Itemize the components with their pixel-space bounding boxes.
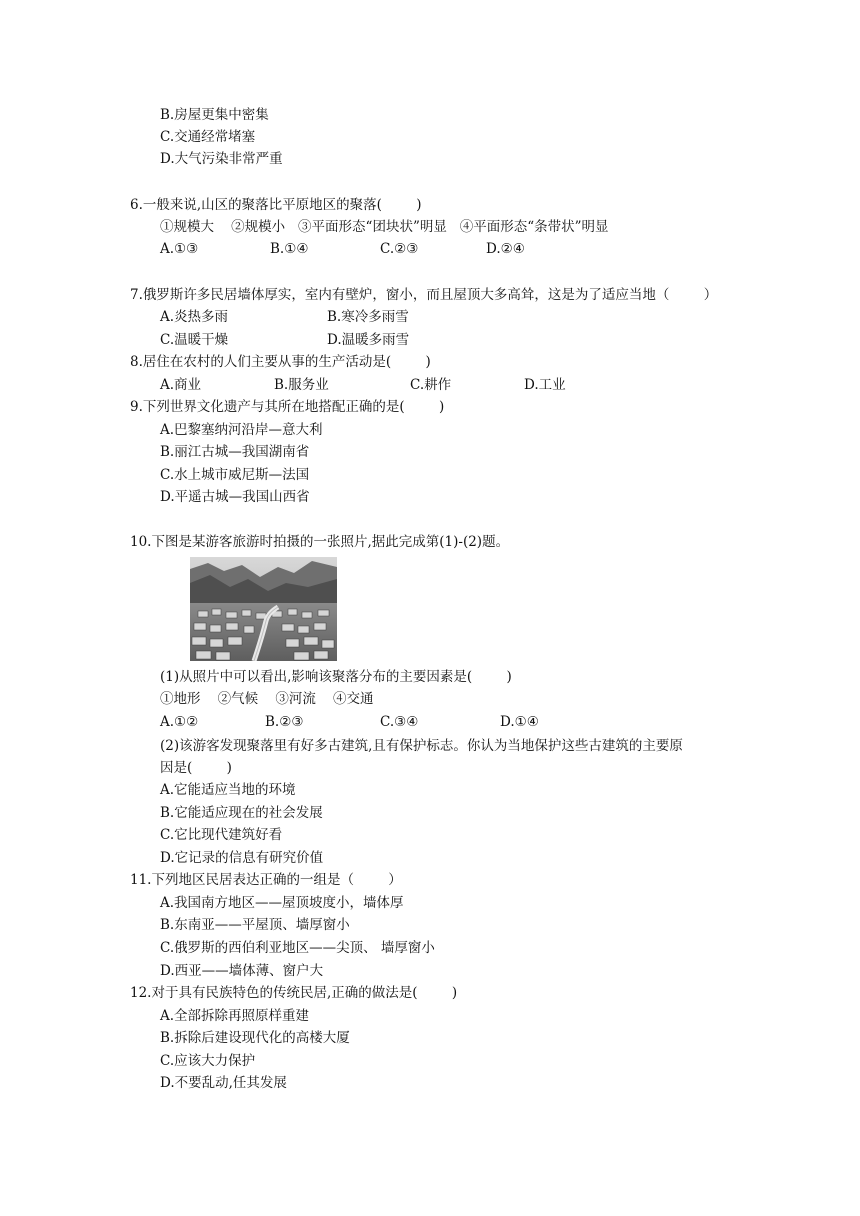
q7-choice-a: A.炎热多雨 (160, 309, 229, 325)
q9-option-d: D.平遥古城—我国山西省 (160, 489, 310, 505)
q5-option-b: B.房屋更集中密集 (160, 107, 269, 123)
q12-option-d: D.不要乱动,任其发展 (160, 1075, 287, 1091)
q12-option-b: B.拆除后建设现代化的高楼大厦 (160, 1030, 350, 1046)
q10-stem: 10.下图是某游客旅游时拍摄的一张照片,据此完成第(1)-(2)题。 (130, 534, 510, 550)
q9-stem: 9.下列世界文化遗产与其所在地搭配正确的是( ) (130, 399, 445, 415)
q7-choice-d: D.温暖多雨雪 (327, 332, 410, 348)
town-photo (190, 557, 337, 661)
q12-option-a: A.全部拆除再照原样重建 (160, 1008, 310, 1024)
q10-sub1-stem: (1)从照片中可以看出,影响该聚落分布的主要因素是( ) (160, 669, 512, 685)
q10-sub2-option-b: B.它能适应现在的社会发展 (160, 805, 323, 821)
q10-sub2-option-a: A.它能适应当地的环境 (160, 782, 296, 798)
q8-stem: 8.居住在农村的人们主要从事的生产活动是( ) (130, 354, 431, 370)
q12-option-c: C.应该大力保护 (160, 1053, 256, 1069)
q10-sub2-option-d: D.它记录的信息有研究价值 (160, 850, 324, 866)
q11-stem: 11.下列地区民居表达正确的一组是（ ） (130, 872, 402, 888)
q10-sub1-choice-b: B.②③ (265, 714, 304, 730)
q6-stem: 6.一般来说,山区的聚落比平原地区的聚落( ) (130, 197, 422, 213)
q10-sub2-stem-line2: 因是( ) (160, 760, 232, 776)
q9-option-c: C.水上城市威尼斯—法国 (160, 467, 310, 483)
q5-option-c: C.交通经常堵塞 (160, 129, 256, 145)
q9-option-b: B.丽江古城—我国湖南省 (160, 444, 310, 460)
q6-choice-a: A.①③ (160, 241, 199, 257)
q11-option-b: B.东南亚——平屋顶、墙厚窗小 (160, 917, 350, 933)
q9-option-a: A.巴黎塞纳河沿岸—意大利 (160, 422, 323, 438)
q8-choice-c: C.耕作 (410, 377, 452, 393)
q10-sub1-choice-d: D.①④ (500, 714, 539, 730)
q7-choice-b: B.寒冷多雨雪 (327, 309, 409, 325)
q6-items: ①规模大 ②规模小 ③平面形态“团块状”明显 ④平面形态“条带状”明显 (160, 219, 609, 235)
q11-option-d: D.西亚——墙体薄、窗户大 (160, 963, 324, 979)
q10-sub2-stem-line1: (2)该游客发现聚落里有好多古建筑,且有保护标志。你认为当地保护这些古建筑的主要原 (160, 738, 683, 754)
q5-option-d: D.大气污染非常严重 (160, 151, 283, 167)
q8-choice-d: D.工业 (524, 377, 566, 393)
q10-sub1-items: ①地形 ②气候 ③河流 ④交通 (160, 691, 374, 707)
q11-option-c: C.俄罗斯的西伯利亚地区——尖顶、 墙厚窗小 (160, 940, 435, 956)
q8-choice-b: B.服务业 (274, 377, 329, 393)
q6-choice-b: B.①④ (270, 241, 309, 257)
q7-stem: 7.俄罗斯许多民居墙体厚实，室内有壁炉，窗小，而且屋顶大多高耸，这是为了适应当地（ ） (130, 287, 718, 303)
q10-sub2-option-c: C.它比现代建筑好看 (160, 827, 283, 843)
q10-sub1-choice-a: A.①② (160, 714, 199, 730)
q11-option-a: A.我国南方地区——屋顶坡度小，墙体厚 (160, 895, 404, 911)
q7-choice-c: C.温暖干燥 (160, 332, 229, 348)
q6-choice-c: C.②③ (380, 241, 419, 257)
q8-choice-a: A.商业 (160, 377, 202, 393)
q10-sub1-choice-c: C.③④ (380, 714, 419, 730)
q6-choice-d: D.②④ (486, 241, 525, 257)
q12-stem: 12.对于具有民族特色的传统民居,正确的做法是( ) (130, 985, 458, 1001)
